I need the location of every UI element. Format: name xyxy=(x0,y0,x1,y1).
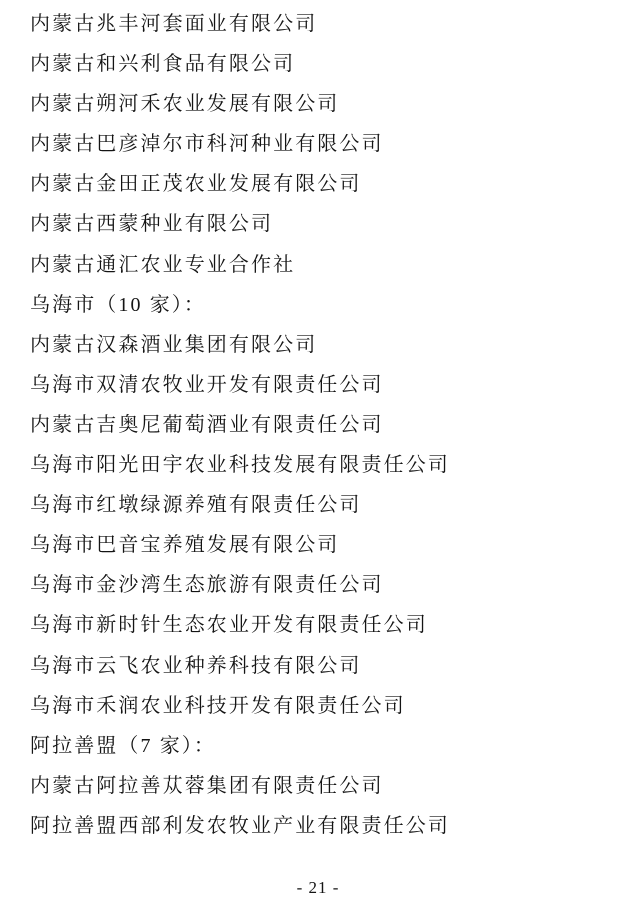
company-name-line: 内蒙古金田正茂农业发展有限公司 xyxy=(30,173,362,196)
company-name-line: 内蒙古通汇农业专业合作社 xyxy=(30,253,296,276)
company-name-line: 内蒙古兆丰河套面业有限公司 xyxy=(30,13,318,35)
company-name-line: 内蒙古巴彦淖尔市科河种业有限公司 xyxy=(30,133,384,156)
company-name-line: 乌海市双清农牧业开发有限责任公司 xyxy=(30,373,384,396)
company-name-line: 内蒙古阿拉善苁蓉集团有限责任公司 xyxy=(30,774,384,797)
company-name-line: 乌海市巴音宝养殖发展有限公司 xyxy=(30,534,340,557)
company-name-line: 乌海市红墩绿源养殖有限责任公司 xyxy=(30,494,362,517)
company-name-line: 内蒙古朔河禾农业发展有限公司 xyxy=(30,93,340,116)
city-section-heading: 阿拉善盟（7 家）： xyxy=(30,734,216,757)
company-name-line: 乌海市金沙湾生态旅游有限责任公司 xyxy=(30,574,384,597)
company-name-line: 内蒙古和兴利食品有限公司 xyxy=(30,53,296,76)
page-number: - 21 - xyxy=(296,878,340,897)
company-name-line: 乌海市云飞农业种养科技有限公司 xyxy=(30,654,362,677)
company-name-line: 乌海市禾润农业科技开发有限责任公司 xyxy=(30,694,406,717)
company-name-line: 内蒙古西蒙种业有限公司 xyxy=(30,213,274,236)
company-name-line: 内蒙古汉森酒业集团有限公司 xyxy=(30,333,318,356)
company-name-line: 阿拉善盟西部利发农牧业产业有限责任公司 xyxy=(30,814,450,837)
company-name-line: 乌海市阳光田宇农业科技发展有限责任公司 xyxy=(30,454,450,477)
company-name-line: 内蒙古吉奥尼葡萄酒业有限责任公司 xyxy=(30,413,384,436)
company-name-line: 乌海市新时针生态农业开发有限责任公司 xyxy=(30,614,428,637)
city-section-heading: 乌海市（10 家）： xyxy=(30,293,206,316)
